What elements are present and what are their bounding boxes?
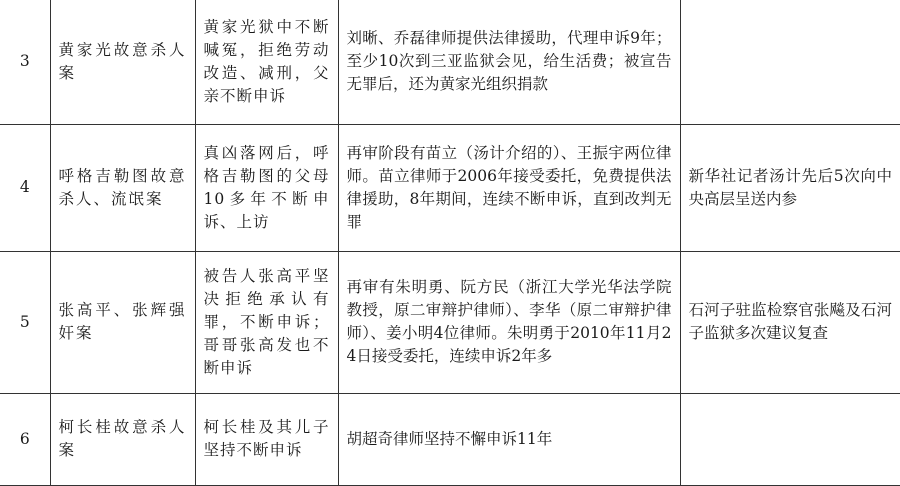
case-name-cell xyxy=(50,393,195,485)
lawyer-role-text: 刘晰、乔磊律师提供法律援助，代理申诉9年；至少10次到三亚监狱会见，给生活费；被宣告无罪后，还为黄家光组织捐款 xyxy=(346,29,672,94)
lawyer-role-text: 再审阶段有苗立（汤计介绍的）、王振宇两位律师。苗立律师于2006年接受委托，免费提供法律援助，8年期间，连续不断申诉，直到改判无罪 xyxy=(346,143,672,231)
case-name: 柯长桂故意杀人案 xyxy=(58,418,187,459)
row-number-cell xyxy=(0,393,50,485)
family-appeal-text: 柯长桂及其儿子坚持不断申诉 xyxy=(203,418,330,459)
table-row xyxy=(0,0,900,124)
other-actor-cell xyxy=(680,393,900,485)
table-row xyxy=(0,124,900,251)
row-number: 4 xyxy=(19,178,30,196)
row-number: 6 xyxy=(19,429,30,448)
lawyer-role-cell xyxy=(338,124,680,251)
lawyer-role-cell xyxy=(338,251,680,393)
row-number-cell xyxy=(0,251,50,393)
case-name: 黄家光故意杀人案 xyxy=(58,40,187,82)
family-appeal-text: 黄家光狱中不断喊冤，拒绝劳动改造、减刑，父亲不断申诉 xyxy=(203,17,330,105)
other-actor-cell xyxy=(680,251,900,393)
table-row xyxy=(0,251,900,393)
lawyer-role-text: 胡超奇律师坚持不懈申诉11年 xyxy=(346,429,553,448)
other-actor-text: 新华社记者汤计先后5次向中央高层呈送内参 xyxy=(688,166,892,208)
family-appeal-cell xyxy=(195,124,338,251)
lawyer-role-cell xyxy=(338,393,680,485)
other-actor-text: 石河子驻监检察官张飚及石河子监狱多次建议复查 xyxy=(688,301,892,342)
family-appeal-cell xyxy=(195,0,338,124)
lawyer-role-cell xyxy=(338,0,680,124)
family-appeal-text: 真凶落网后，呼格吉勒图的父母10多年不断申诉、上访 xyxy=(203,143,330,231)
case-name-cell xyxy=(50,0,195,124)
case-name: 张高平、张辉强奸案 xyxy=(58,301,187,342)
row-number-cell xyxy=(0,124,50,251)
other-actor-cell xyxy=(680,124,900,251)
family-appeal-text: 被告人张高平坚决拒绝承认有罪，不断申诉；哥哥张高发也不断申诉 xyxy=(203,266,330,377)
case-name-cell xyxy=(50,251,195,393)
case-name-cell xyxy=(50,124,195,251)
case-name: 呼格吉勒图故意杀人、流氓案 xyxy=(58,166,187,208)
family-appeal-cell xyxy=(195,393,338,485)
table-row xyxy=(0,393,900,485)
family-appeal-cell xyxy=(195,251,338,393)
row-number-cell xyxy=(0,0,50,124)
other-actor-cell xyxy=(680,0,900,124)
row-number: 3 xyxy=(19,52,30,71)
row-number: 5 xyxy=(19,312,30,331)
lawyer-role-text: 再审有朱明勇、阮方民（浙江大学光华法学院教授，原二审辩护律师）、李华（原二审辩护律师）、姜小明4位律师。朱明勇于2010年11月24日接受委托，连续申诉2年多 xyxy=(346,278,672,365)
